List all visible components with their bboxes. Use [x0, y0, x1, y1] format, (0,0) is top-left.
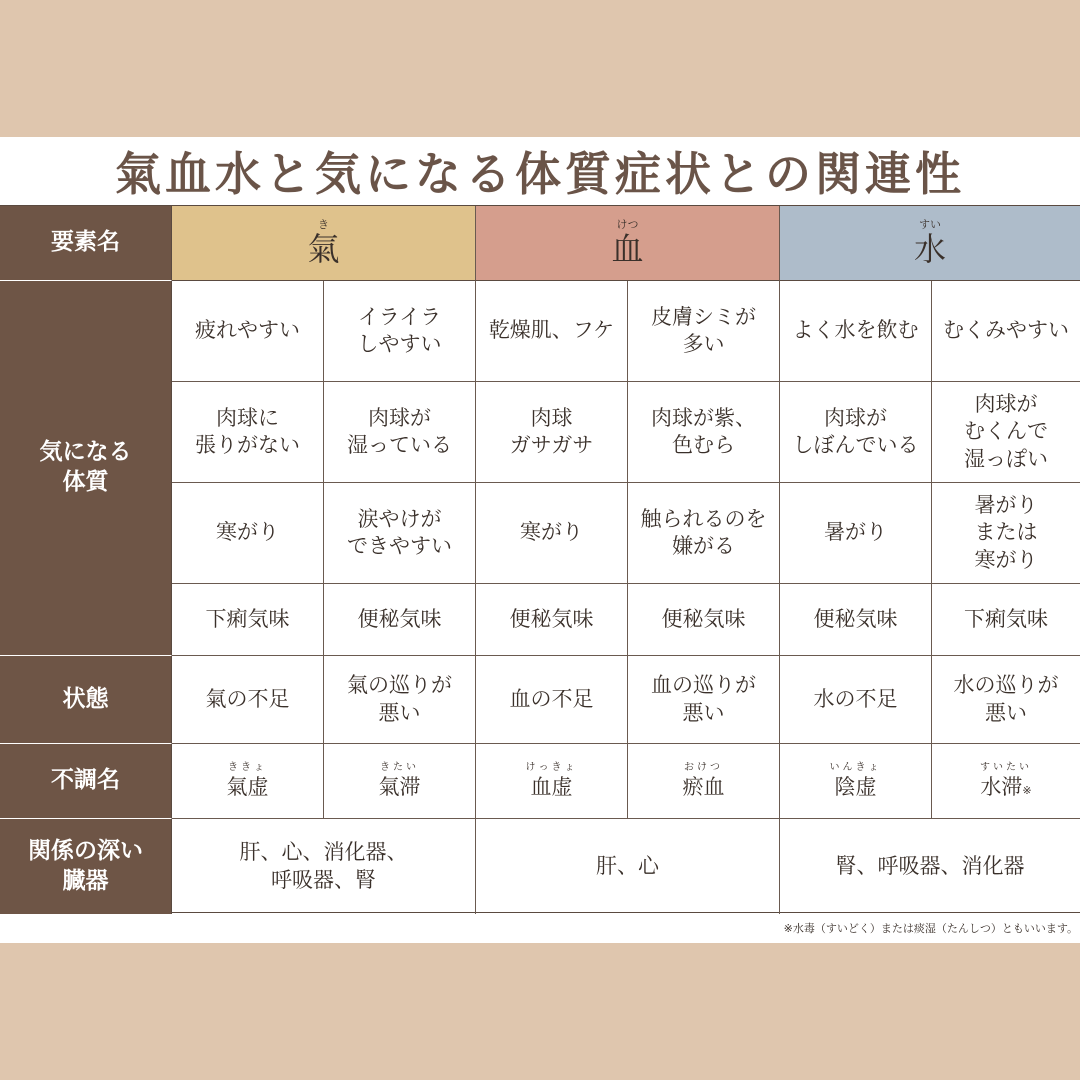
disorder-term: 血虚: [530, 774, 573, 799]
constitution-cell: 触られるのを 嫌がる: [628, 483, 780, 584]
element-ki-header: [172, 206, 476, 281]
chart-card: [0, 137, 1080, 943]
disorder-term: 瘀血: [682, 774, 725, 799]
disorder-ruby: けっきょ: [525, 761, 578, 773]
row-header-organs: 関係の深い 臓器: [0, 819, 172, 914]
element-ketsu-header: [476, 206, 780, 281]
footnote-mark: ※: [1022, 783, 1032, 797]
constitution-cell: 寒がり: [476, 483, 628, 584]
constitution-cell: 便秘気味: [476, 584, 628, 656]
state-cell: 血の巡りが 悪い: [628, 656, 780, 744]
element-ketsu-name: 血: [611, 229, 644, 268]
row-header-state: 状態: [0, 656, 172, 744]
element-ki-name: 氣: [307, 229, 340, 268]
row-header-disorder: 不調名: [0, 744, 172, 819]
row-header-element: 要素名: [0, 206, 172, 281]
element-ketsu-ruby: けつ: [616, 217, 639, 231]
organs-cell-ki: 肝、心、消化器、 呼吸器、腎: [172, 819, 476, 914]
constitution-cell: 暑がり または 寒がり: [932, 483, 1080, 584]
disorder-term: 水滞: [980, 774, 1023, 799]
element-sui-header: [780, 206, 1080, 281]
constitution-cell: イライラ しやすい: [324, 281, 476, 382]
constitution-cell: 肉球 ガサガサ: [476, 382, 628, 483]
disorder-ruby: ききょ: [228, 761, 267, 773]
element-ki-ruby: き: [318, 217, 329, 231]
state-cell: 水の不足: [780, 656, 932, 744]
element-sui-ruby: すい: [919, 217, 941, 231]
organs-cell-sui: 腎、呼吸器、消化器: [835, 853, 1025, 878]
constitution-cell: 肉球が紫、 色むら: [628, 382, 780, 483]
state-cell: 水の巡りが 悪い: [932, 656, 1080, 744]
disorder-ruby: すいたい: [980, 761, 1032, 773]
page-title: 氣血水と気になる体質症状との関連性: [115, 147, 965, 201]
constitution-cell: 便秘気味: [628, 584, 780, 656]
element-sui-name: 水: [913, 229, 946, 268]
footnote: ※水毒（すいどく）または痰湿（たんしつ）ともいいます。: [783, 922, 1078, 935]
disorder-ruby: きたい: [380, 761, 419, 773]
disorder-cell: [476, 744, 628, 819]
disorder-term: 氣虚: [226, 774, 269, 799]
relation-table: [0, 205, 1080, 913]
organs-cell-ketsu: 肝、心: [476, 819, 780, 914]
row-header-constitution: 気になる 体質: [0, 281, 172, 656]
disorder-cell: [324, 744, 476, 819]
constitution-cell: よく水を飲む: [780, 281, 932, 382]
constitution-cell: 涙やけが できやすい: [324, 483, 476, 584]
constitution-cell: 便秘気味: [324, 584, 476, 656]
disorder-cell: [780, 744, 932, 819]
constitution-cell: 皮膚シミが 多い: [628, 281, 780, 382]
disorder-cell: [628, 744, 780, 819]
constitution-cell: 便秘気味: [780, 584, 932, 656]
state-cell: 血の不足: [476, 656, 628, 744]
disorder-cell: [172, 744, 324, 819]
constitution-cell: 寒がり: [172, 483, 324, 584]
state-cell: 氣の巡りが 悪い: [324, 656, 476, 744]
disorder-cell: [932, 744, 1080, 819]
state-cell: 氣の不足: [172, 656, 324, 744]
constitution-cell: 肉球に 張りがない: [172, 382, 324, 483]
disorder-ruby: おけつ: [684, 761, 723, 773]
disorder-ruby: いんきょ: [829, 761, 882, 773]
constitution-cell: 下痢気味: [932, 584, 1080, 656]
constitution-cell: 乾燥肌、フケ: [476, 281, 628, 382]
constitution-cell: 肉球が 湿っている: [324, 382, 476, 483]
disorder-term: 陰虚: [834, 774, 877, 799]
disorder-term: 氣滞: [378, 774, 421, 799]
constitution-cell: むくみやすい: [932, 281, 1080, 382]
constitution-cell: 肉球が むくんで 湿っぽい: [932, 382, 1080, 483]
constitution-cell: 暑がり: [780, 483, 932, 584]
constitution-cell: 疲れやすい: [172, 281, 324, 382]
constitution-cell: 肉球が しぼんでいる: [780, 382, 932, 483]
constitution-cell: 下痢気味: [172, 584, 324, 656]
